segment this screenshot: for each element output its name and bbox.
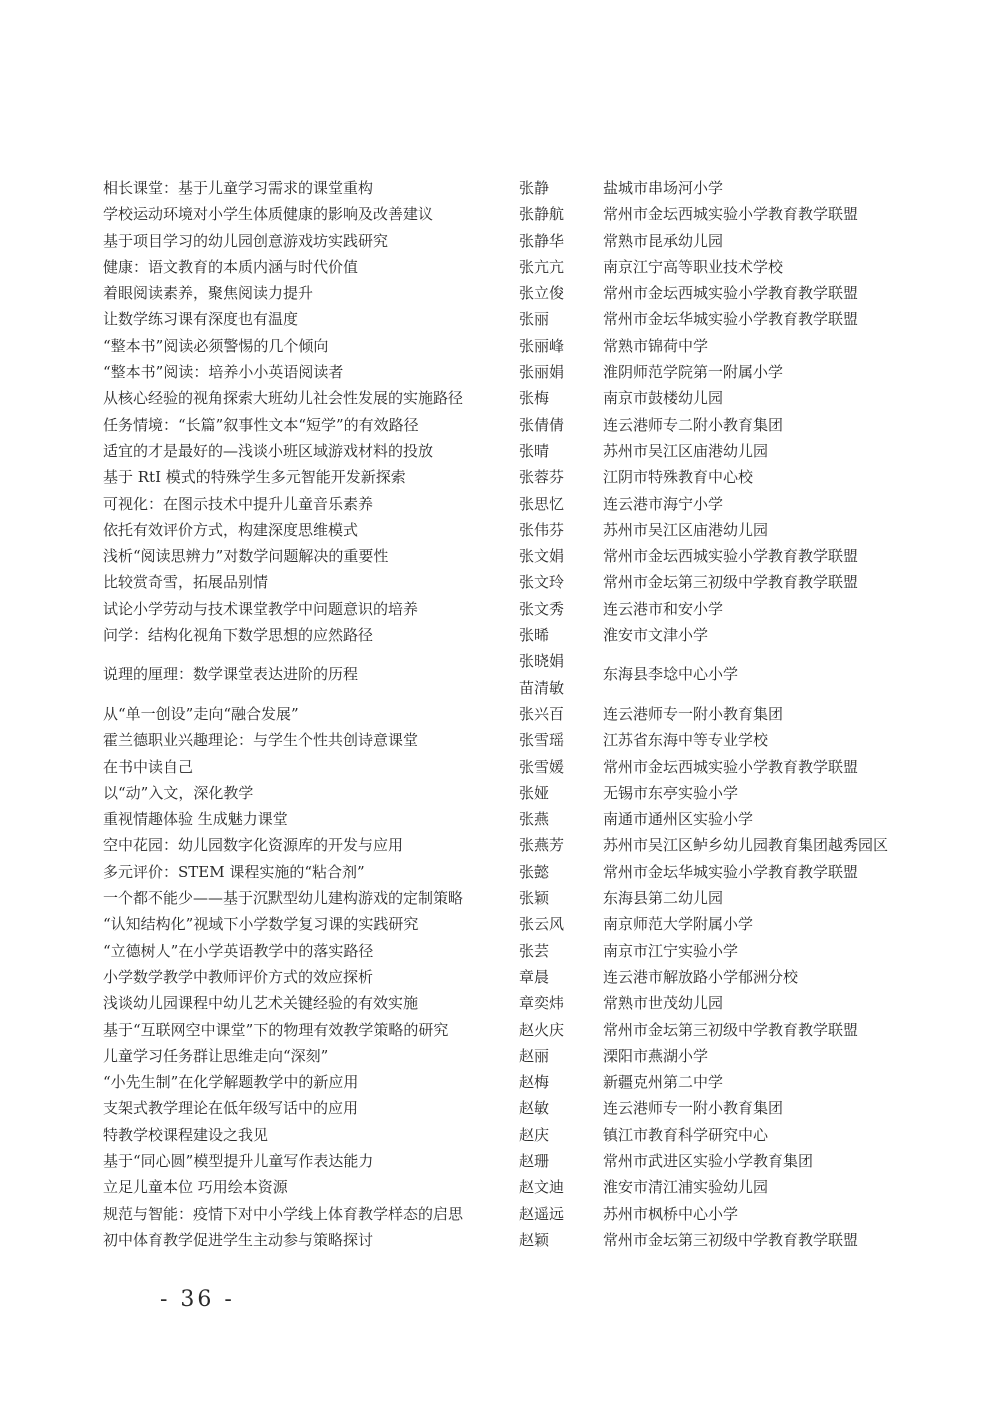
organization: 常州市金坛西城实验小学教育教学联盟 xyxy=(603,757,859,776)
table-row xyxy=(0,754,1000,780)
author-name: 赵庆 xyxy=(519,1125,550,1144)
paper-title: 学校运动环境对小学生体质健康的影响及改善建议 xyxy=(103,205,434,224)
organization: 苏州市吴江区庙港幼儿园 xyxy=(603,520,769,539)
organization: 东海县李埝中心小学 xyxy=(603,665,739,684)
author-name: 张娅 xyxy=(519,783,550,802)
author-cell xyxy=(519,280,589,306)
author-name: 章奕炜 xyxy=(519,994,565,1013)
author-cell xyxy=(519,569,589,595)
author-cell xyxy=(519,412,589,438)
paper-title: 健康：语文教育的本质内涵与时代价值 xyxy=(103,257,359,276)
author-name: 张晓娟 xyxy=(519,652,565,671)
table-row xyxy=(0,359,1000,385)
author-name: 张兴百 xyxy=(519,704,565,723)
table-row xyxy=(0,228,1000,254)
organization: 淮阴师范学院第一附属小学 xyxy=(603,363,784,382)
author-cell xyxy=(519,1174,589,1200)
author-cell xyxy=(519,438,589,464)
table-row xyxy=(0,832,1000,858)
author-name: 张懿 xyxy=(519,862,550,881)
author-cell xyxy=(519,911,589,937)
author-cell xyxy=(519,306,589,332)
organization: 常州市金坛西城实验小学教育教学联盟 xyxy=(603,205,859,224)
author-name: 张静 xyxy=(519,179,550,197)
table-row xyxy=(0,648,1000,701)
table-row xyxy=(0,385,1000,411)
table-row xyxy=(0,622,1000,648)
organization: 江阴市特殊教育中心校 xyxy=(603,468,754,487)
author-name: 赵遥远 xyxy=(519,1204,565,1223)
organization: 常州市武进区实验小学教育集团 xyxy=(603,1151,814,1170)
paper-title: 比较赏奇雪，拓展品别情 xyxy=(103,573,269,592)
paper-title: 基于项目学习的幼儿园创意游戏坊实践研究 xyxy=(103,231,389,250)
paper-title: 说理的厘理：数学课堂表达进阶的历程 xyxy=(103,665,359,684)
organization: 南京师范大学附属小学 xyxy=(603,915,754,934)
author-name: 张芸 xyxy=(519,941,550,960)
author-name: 张静华 xyxy=(519,231,565,250)
table-row xyxy=(0,911,1000,937)
paper-title: 重视情趣体验 生成魅力课堂 xyxy=(103,810,288,829)
author-cell xyxy=(519,1227,589,1253)
author-cell xyxy=(519,938,589,964)
author-name: 张丽娟 xyxy=(519,363,565,382)
table-row xyxy=(0,280,1000,306)
author-name: 张蓉芬 xyxy=(519,468,565,487)
author-cell xyxy=(519,1043,589,1069)
paper-title: 初中体育教学促进学生主动参与策略探讨 xyxy=(103,1230,374,1249)
author-name: 张晞 xyxy=(519,626,550,645)
author-name: 张雪瑶 xyxy=(519,731,565,750)
table-row xyxy=(0,1148,1000,1174)
table-row xyxy=(0,569,1000,595)
author-name: 苗清敏 xyxy=(519,678,565,697)
paper-title: 相长课堂：基于儿童学习需求的课堂重构 xyxy=(103,179,374,197)
organization: 常州市金坛第三初级中学教育教学联盟 xyxy=(603,1020,859,1039)
table-row xyxy=(0,780,1000,806)
paper-title: 多元评价：STEM 课程实施的“粘合剂” xyxy=(103,862,365,881)
paper-title: 适宜的才是最好的—浅谈小班区域游戏材料的投放 xyxy=(103,441,434,460)
author-cell xyxy=(519,832,589,858)
organization: 常州市金坛华城实验小学教育教学联盟 xyxy=(603,310,859,329)
organization: 常熟市锦荷中学 xyxy=(603,336,709,355)
paper-title: 问学：结构化视角下数学思想的应然路径 xyxy=(103,626,374,645)
organization: 连云港师专一附小教育集团 xyxy=(603,1099,784,1118)
author-cell xyxy=(519,622,589,648)
organization: 常州市金坛第三初级中学教育教学联盟 xyxy=(603,1230,859,1249)
table-row xyxy=(0,1227,1000,1253)
table-row xyxy=(0,938,1000,964)
table-row xyxy=(0,1043,1000,1069)
author-name: 张梅 xyxy=(519,389,550,408)
organization: 南京江宁高等职业技术学校 xyxy=(603,257,784,276)
organization: 连云港师专二附小教育集团 xyxy=(603,415,784,434)
author-cell xyxy=(519,254,589,280)
table-row xyxy=(0,990,1000,1016)
table-row xyxy=(0,1201,1000,1227)
paper-title: 依托有效评价方式，构建深度思维模式 xyxy=(103,520,359,539)
paper-title: 从“单一创设”走向“融合发展” xyxy=(103,704,299,723)
author-cell xyxy=(519,1095,589,1121)
author-name: 张倩倩 xyxy=(519,415,565,434)
author-cell xyxy=(519,1069,589,1095)
organization: 淮安市清江浦实验幼儿园 xyxy=(603,1178,769,1197)
author-name: 赵火庆 xyxy=(519,1020,565,1039)
entry-list xyxy=(0,175,1000,1253)
paper-title: 基于“同心圆”模型提升儿童写作表达能力 xyxy=(103,1151,374,1170)
author-cell xyxy=(519,701,589,727)
table-row xyxy=(0,806,1000,832)
table-row xyxy=(0,333,1000,359)
table-row xyxy=(0,596,1000,622)
paper-title: 基于“互联网空中课堂”下的物理有效教学策略的研究 xyxy=(103,1020,449,1039)
organization: 淮安市文津小学 xyxy=(603,626,709,645)
author-cell xyxy=(519,806,589,832)
table-row xyxy=(0,543,1000,569)
author-name: 张亢亢 xyxy=(519,257,565,276)
paper-title: “整本书”阅读：培养小小英语阅读者 xyxy=(103,363,344,382)
author-name: 赵珊 xyxy=(519,1151,550,1170)
paper-title: 儿童学习任务群让思维走向“深刻” xyxy=(103,1046,329,1065)
author-cell xyxy=(519,385,589,411)
table-row xyxy=(0,306,1000,332)
author-name: 赵丽 xyxy=(519,1046,550,1065)
paper-title: “认知结构化”视域下小学数学复习课的实践研究 xyxy=(103,915,419,934)
organization: 常熟市世茂幼儿园 xyxy=(603,994,724,1013)
table-row xyxy=(0,1095,1000,1121)
author-cell xyxy=(519,228,589,254)
paper-title: 着眼阅读素养，聚焦阅读力提升 xyxy=(103,284,314,303)
author-name: 张雪媛 xyxy=(519,757,565,776)
organization: 新疆克州第二中学 xyxy=(603,1073,724,1092)
paper-title: “整本书”阅读必须警惕的几个倾向 xyxy=(103,336,329,355)
author-name: 张晴 xyxy=(519,441,550,460)
table-row xyxy=(0,859,1000,885)
table-row xyxy=(0,1069,1000,1095)
organization: 南京市江宁实验小学 xyxy=(603,941,739,960)
author-name: 张燕芳 xyxy=(519,836,565,855)
organization: 江苏省东海中等专业学校 xyxy=(603,731,769,750)
paper-title: 可视化：在图示技术中提升儿童音乐素养 xyxy=(103,494,374,513)
organization: 镇江市教育科学研究中心 xyxy=(603,1125,769,1144)
organization: 连云港市和安小学 xyxy=(603,599,724,618)
author-name: 张丽峰 xyxy=(519,336,565,355)
table-row xyxy=(0,885,1000,911)
author-cell xyxy=(519,333,589,359)
organization: 常州市金坛华城实验小学教育教学联盟 xyxy=(603,862,859,881)
paper-title: 试论小学劳动与技术课堂教学中问题意识的培养 xyxy=(103,599,419,618)
organization: 溧阳市燕湖小学 xyxy=(603,1046,709,1065)
organization: 苏州市吴江区庙港幼儿园 xyxy=(603,441,769,460)
table-row xyxy=(0,438,1000,464)
author-name: 张文玲 xyxy=(519,573,565,592)
table-row xyxy=(0,491,1000,517)
author-name: 张颖 xyxy=(519,889,550,908)
table-row xyxy=(0,517,1000,543)
author-name: 张丽 xyxy=(519,310,550,329)
page-number: - 36 - xyxy=(160,1287,235,1312)
organization: 东海县第二幼儿园 xyxy=(603,889,724,908)
organization: 连云港市海宁小学 xyxy=(603,494,724,513)
author-cell xyxy=(519,359,589,385)
author-name: 张云风 xyxy=(519,915,565,934)
table-row xyxy=(0,1174,1000,1200)
organization: 苏州市吴江区鲈乡幼儿园教育集团越秀园区 xyxy=(603,836,889,855)
table-row xyxy=(0,464,1000,490)
author-cell xyxy=(519,517,589,543)
paper-title: 霍兰德职业兴趣理论：与学生个性共创诗意课堂 xyxy=(103,731,419,750)
organization: 常州市金坛第三初级中学教育教学联盟 xyxy=(603,573,859,592)
author-cell xyxy=(519,464,589,490)
author-cell xyxy=(519,1122,589,1148)
author-cell xyxy=(519,648,589,701)
organization: 南通市通州区实验小学 xyxy=(603,810,754,829)
author-cell xyxy=(519,201,589,227)
author-cell xyxy=(519,491,589,517)
organization: 常熟市昆承幼儿园 xyxy=(603,231,724,250)
paper-title: 空中花园：幼儿园数字化资源库的开发与应用 xyxy=(103,836,404,855)
author-name: 张立俊 xyxy=(519,284,565,303)
paper-title: 特教学校课程建设之我见 xyxy=(103,1125,269,1144)
table-row xyxy=(0,727,1000,753)
paper-title: 立足儿童本位 巧用绘本资源 xyxy=(103,1178,288,1197)
table-row xyxy=(0,701,1000,727)
table-row xyxy=(0,1122,1000,1148)
author-name: 张静航 xyxy=(519,205,565,224)
table-row xyxy=(0,964,1000,990)
author-cell xyxy=(519,175,589,201)
table-row xyxy=(0,175,1000,201)
paper-title: 基于 RtI 模式的特殊学生多元智能开发新探索 xyxy=(103,468,406,487)
table-row xyxy=(0,201,1000,227)
organization: 常州市金坛西城实验小学教育教学联盟 xyxy=(603,547,859,566)
author-name: 赵敏 xyxy=(519,1099,550,1118)
paper-title: 一个都不能少——基于沉默型幼儿建构游戏的定制策略 xyxy=(103,889,464,908)
author-name: 章晨 xyxy=(519,967,550,986)
author-cell xyxy=(519,964,589,990)
author-name: 张思忆 xyxy=(519,494,565,513)
author-cell xyxy=(519,1201,589,1227)
author-cell xyxy=(519,543,589,569)
author-cell xyxy=(519,859,589,885)
paper-title: 浅析“阅读思辨力”对数学问题解决的重要性 xyxy=(103,547,389,566)
author-cell xyxy=(519,780,589,806)
paper-title: 小学数学教学中教师评价方式的效应探析 xyxy=(103,967,374,986)
author-name: 张燕 xyxy=(519,810,550,829)
paper-title: 任务情境：“长篇”叙事性文本“短学”的有效路径 xyxy=(103,415,419,434)
author-cell xyxy=(519,754,589,780)
author-cell xyxy=(519,1017,589,1043)
author-name: 张文秀 xyxy=(519,599,565,618)
paper-title: 让数学练习课有深度也有温度 xyxy=(103,310,299,329)
author-cell xyxy=(519,885,589,911)
paper-title: 在书中读自己 xyxy=(103,757,194,776)
organization: 盐城市串场河小学 xyxy=(603,179,724,197)
author-name: 张伟芬 xyxy=(519,520,565,539)
author-name: 赵文迪 xyxy=(519,1178,565,1197)
organization: 连云港市解放路小学郁洲分校 xyxy=(603,967,799,986)
paper-title: 支架式教学理论在低年级写话中的应用 xyxy=(103,1099,359,1118)
organization: 连云港师专一附小教育集团 xyxy=(603,704,784,723)
paper-title: 规范与智能：疫情下对中小学线上体育教学样态的启思 xyxy=(103,1204,464,1223)
organization: 苏州市枫桥中心小学 xyxy=(603,1204,739,1223)
organization: 南京市鼓楼幼儿园 xyxy=(603,389,724,408)
organization: 常州市金坛西城实验小学教育教学联盟 xyxy=(603,284,859,303)
paper-title: 浅谈幼儿园课程中幼儿艺术关键经验的有效实施 xyxy=(103,994,419,1013)
author-name: 赵梅 xyxy=(519,1073,550,1092)
author-cell xyxy=(519,990,589,1016)
table-row xyxy=(0,254,1000,280)
table-row xyxy=(0,1017,1000,1043)
paper-title: “立德树人”在小学英语教学中的落实路径 xyxy=(103,941,374,960)
author-cell xyxy=(519,596,589,622)
paper-title: 从核心经验的视角探索大班幼儿社会性发展的实施路径 xyxy=(103,389,464,408)
paper-title: 以“动”入文，深化教学 xyxy=(103,783,254,802)
author-name: 赵颖 xyxy=(519,1230,550,1249)
author-cell xyxy=(519,1148,589,1174)
paper-title: “小先生制”在化学解题教学中的新应用 xyxy=(103,1073,359,1092)
author-cell xyxy=(519,727,589,753)
table-row xyxy=(0,412,1000,438)
author-name: 张文娟 xyxy=(519,547,565,566)
organization: 无锡市东亭实验小学 xyxy=(603,783,739,802)
